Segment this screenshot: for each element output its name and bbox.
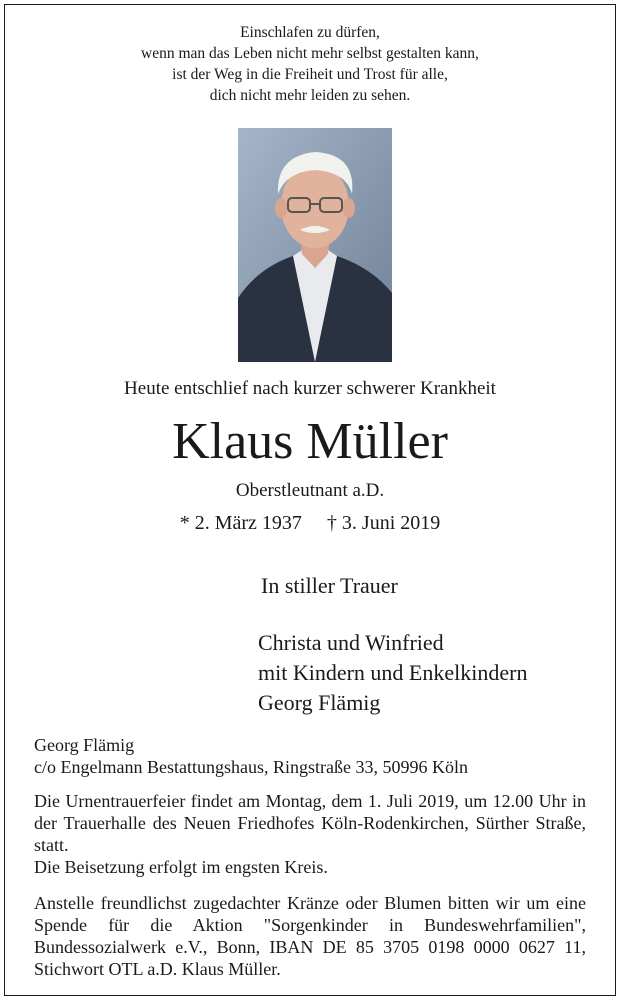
death-date: † 3. Juni 2019 bbox=[326, 512, 441, 534]
life-dates bbox=[0, 512, 620, 535]
poem-line: dich nicht mehr leiden zu sehen. bbox=[209, 87, 411, 104]
mourner-line: Georg Flämig bbox=[258, 690, 381, 715]
ceremony-info bbox=[34, 790, 586, 878]
deceased-name: Klaus Müller bbox=[172, 413, 448, 470]
birth-date: * 2. März 1937 bbox=[179, 512, 302, 534]
mourner-line: Christa und Winfried bbox=[258, 630, 444, 655]
deceased-rank: Oberstleutnant a.D. bbox=[235, 480, 385, 501]
donation-info bbox=[34, 892, 586, 980]
portrait-photo bbox=[238, 128, 392, 362]
ceremony-paragraph: Die Urnentrauerfeier findet am Montag, dem 1. Juli 2019, um 12.00 Uhr in der Trauerhalle des Neuen Friedhofes Köln-Rodenkirchen, Sürther Straße, statt. bbox=[34, 791, 586, 855]
contact-line: c/o Engelmann Bestattungshaus, Ringstraße 33, 50996 Köln bbox=[34, 757, 468, 777]
poem-line: ist der Weg in die Freiheit und Trost für alle, bbox=[172, 66, 448, 83]
portrait-illustration bbox=[238, 128, 392, 362]
poem-line: Einschlafen zu dürfen, bbox=[240, 24, 380, 41]
mourners-list bbox=[258, 628, 527, 718]
mourning-heading: In stiller Trauer bbox=[261, 573, 398, 598]
donation-paragraph: Anstelle freundlichst zugedachter Kränze oder Blumen bitten wir um eine Spende für die Aktion "Sorgenkinder in Bundeswehrfamilien", Bundessozialwerk e.V., Bonn, IBAN DE 85 3705 0198 0000 0627 11, Stichwort OTL a.D. Klaus Müller. bbox=[34, 893, 586, 979]
intro-text: Heute entschlief nach kurzer schwerer Krankheit bbox=[124, 378, 496, 399]
mourner-line: mit Kindern und Enkelkindern bbox=[258, 660, 528, 685]
contact-address bbox=[34, 734, 468, 778]
contact-line: Georg Flämig bbox=[34, 735, 135, 755]
poem bbox=[0, 22, 620, 106]
poem-line: wenn man das Leben nicht mehr selbst gestalten kann, bbox=[141, 45, 479, 62]
burial-note: Die Beisetzung erfolgt im engsten Kreis. bbox=[34, 857, 328, 877]
